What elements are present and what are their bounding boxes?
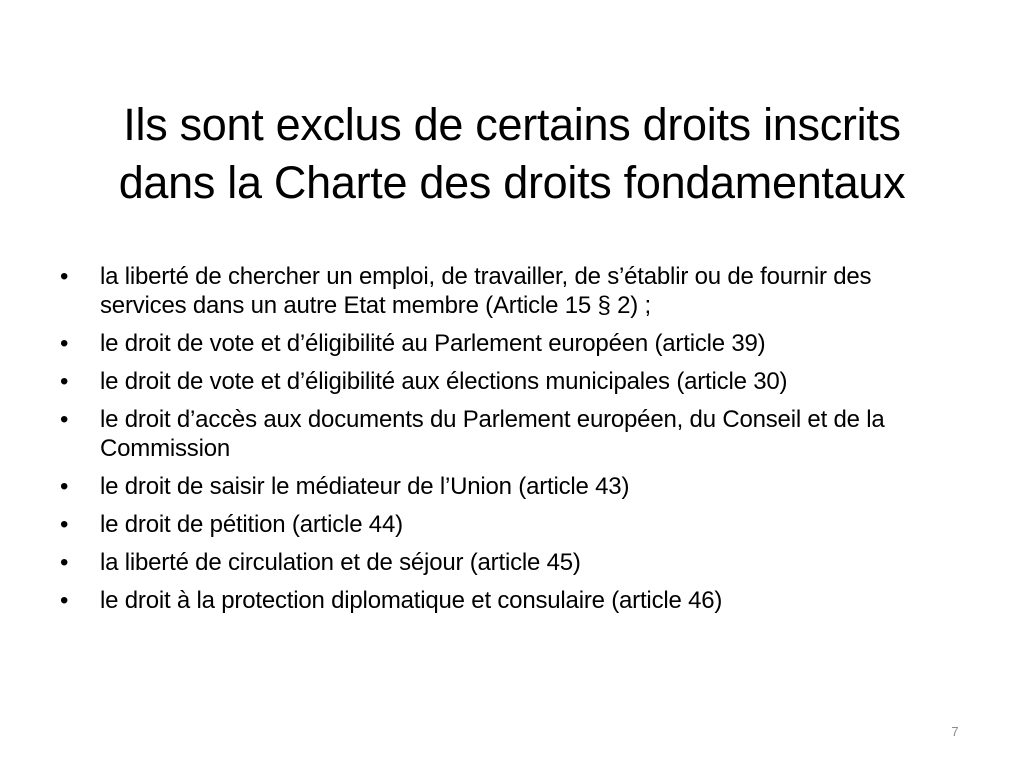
bullet-icon: • — [60, 368, 69, 395]
bullet-text: la liberté de circulation et de séjour (article 45) — [100, 549, 581, 576]
bullet-text: la liberté de chercher un emploi, de travailler, de s’établir ou de fournir des services dans un autre Etat membre (Article 15 § 2) ; — [100, 263, 872, 319]
bullet-text: le droit de vote et d’éligibilité au Parlement européen (article 39) — [100, 330, 766, 357]
slide-title-line: dans la Charte des droits fondamentaux — [118, 157, 906, 209]
bullet-icon: • — [60, 406, 69, 433]
bullet-item — [60, 472, 960, 501]
bullet-icon: • — [60, 587, 69, 614]
bullet-item — [60, 510, 960, 539]
bullet-icon: • — [60, 263, 69, 290]
bullet-text: le droit de pétition (article 44) — [100, 511, 403, 538]
bullet-icon: • — [60, 511, 69, 538]
bullet-text: le droit de saisir le médiateur de l’Union (article 43) — [100, 473, 630, 500]
bullet-item — [60, 367, 960, 396]
bullet-text: le droit à la protection diplomatique et consulaire (article 46) — [100, 587, 723, 614]
bullet-item — [60, 586, 960, 615]
bullet-icon: • — [60, 330, 69, 357]
bullet-item — [60, 405, 960, 463]
bullet-item — [60, 262, 960, 320]
bullet-text: le droit de vote et d’éligibilité aux élections municipales (article 30) — [100, 368, 788, 395]
bullet-list — [60, 262, 960, 624]
bullet-item — [60, 548, 960, 577]
bullet-item — [60, 329, 960, 358]
bullet-icon: • — [60, 549, 69, 576]
slide-title-line: Ils sont exclus de certains droits inscrits — [123, 99, 901, 151]
slide-title — [40, 96, 984, 212]
bullet-text: le droit d’accès aux documents du Parlement européen, du Conseil et de la Commission — [100, 406, 885, 462]
bullet-icon: • — [60, 473, 69, 500]
page-number: 7 — [951, 724, 959, 739]
